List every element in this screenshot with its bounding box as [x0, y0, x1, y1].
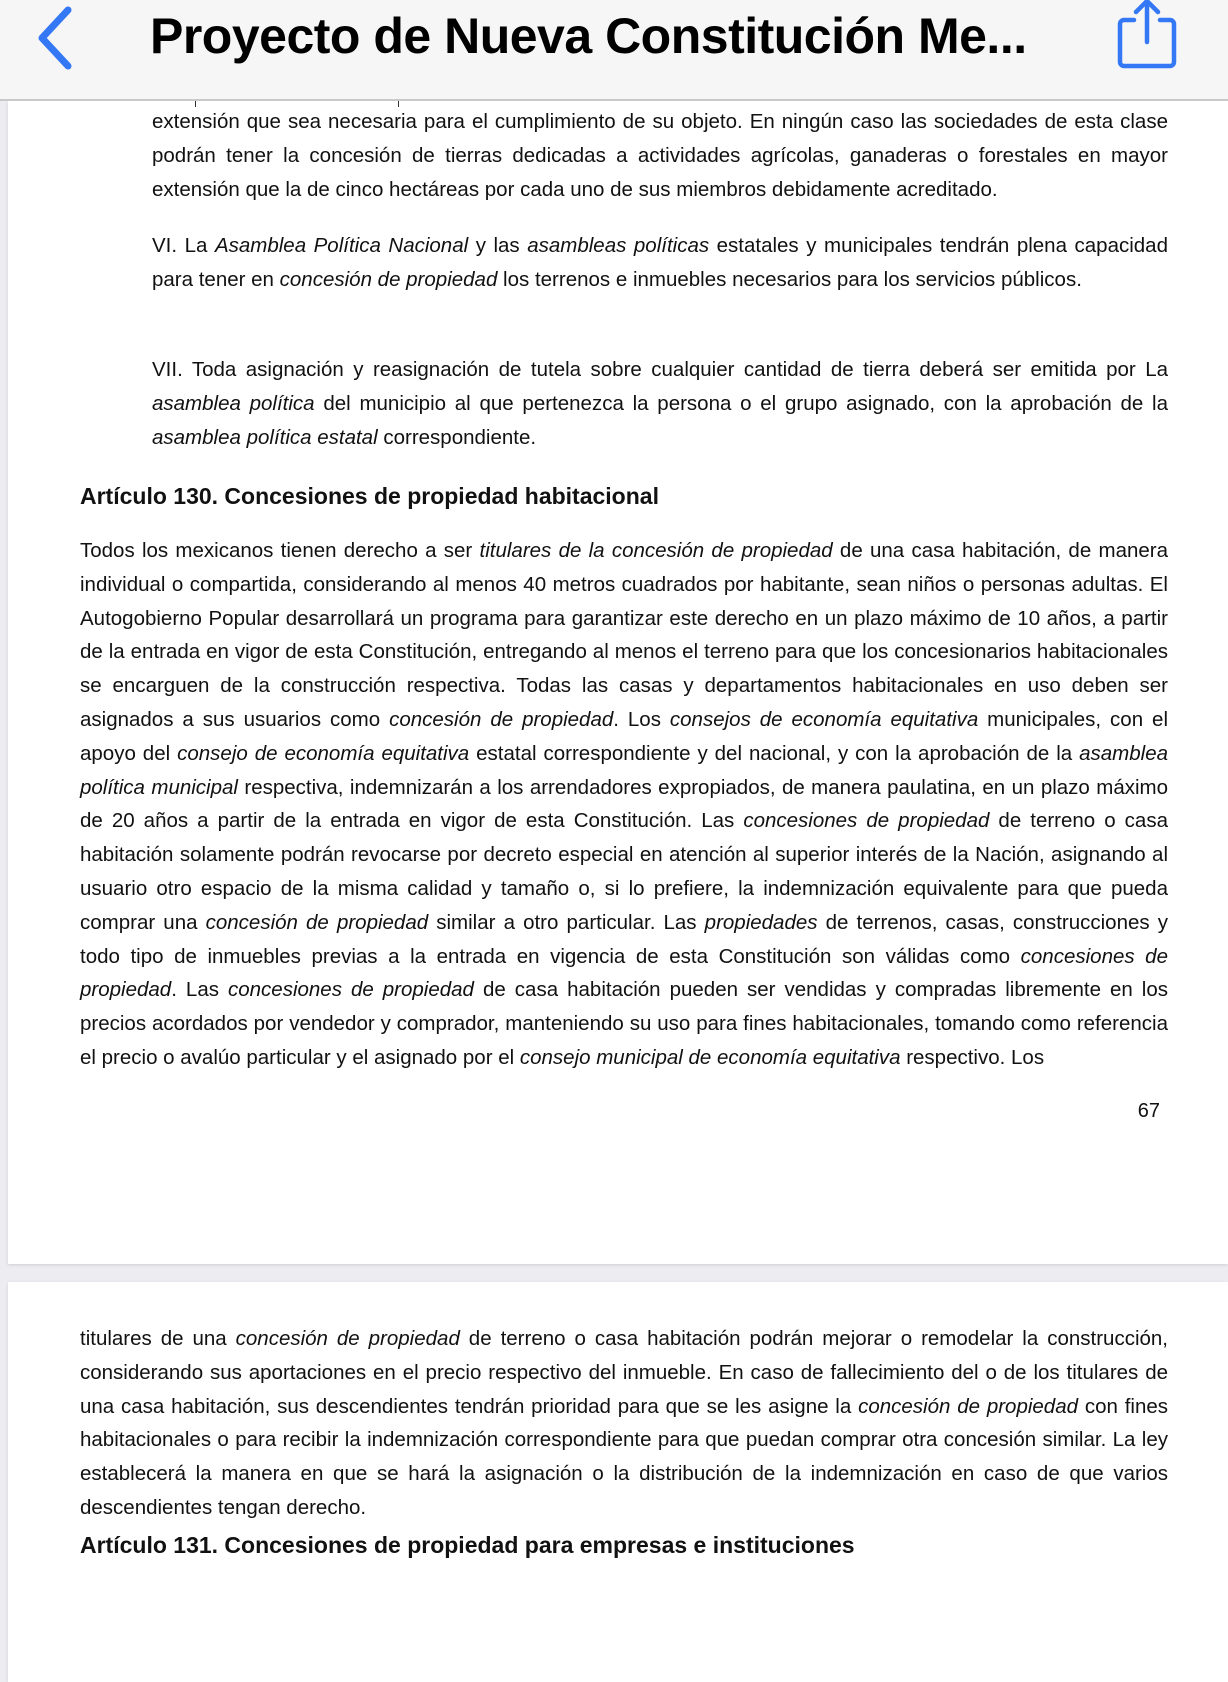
article-131-heading: Artículo 131. Concesiones de propiedad para empresas e instituciones [80, 1532, 855, 1558]
page-number: 67 [1137, 1100, 1160, 1122]
text-run: respectivo. Los [900, 1045, 1045, 1069]
navigation-bar [0, 0, 1228, 101]
italic-term: concesión de propiedad [858, 1394, 1079, 1418]
text-run: estatal correspondiente y del nacional, y con la aprobación de la [469, 741, 1080, 765]
text-run: de una casa habitación, de manera individual o compartida, considerando al menos 40 metros cuadrados por habitante, sean niños o personas adultas. El Autogobierno Popular desarrollará un programa para garantizar este derecho en un plazo máximo de 10 años, a partir de la entrada en vigor de esta Constitución, entregando al menos el terreno para que los concesionarios habitacionales se encarguen de la construcción respectiva. Todas las casas y departamentos habitacionales en uso deben ser asignados a sus usuarios como [80, 539, 1168, 731]
document-page-68 [8, 1282, 1228, 1682]
italic-term: concesiones de propiedad [227, 978, 474, 1002]
cropped-text-fragment [398, 101, 399, 107]
italic-term: Asamblea Política Nacional [214, 234, 469, 257]
text-run: con fines habitacionales o para recibir la indemnización correspondiente para que puedan comprar otra concesión similar. La ley establecerá la manera en que se hará la asignación o la distribución de la indemnización en caso de que varios descendientes tengan derecho. [80, 1394, 1168, 1519]
text-run: titulares de una [80, 1327, 236, 1350]
text-run: similar a otro particular. Las [428, 910, 705, 934]
article-130-body [80, 534, 1168, 1075]
italic-term: titulares de la concesión de propiedad [479, 539, 833, 562]
document-page-67 [8, 101, 1228, 1264]
italic-term: consejo municipal de economía equitativa [519, 1045, 901, 1069]
italic-term: asamblea política [152, 391, 315, 415]
italic-term: consejos de economía equitativa [669, 707, 979, 731]
back-button[interactable] [34, 4, 84, 70]
text-run: de casa habitación pueden ser vendidas y compradas libremente en los precios acordados por vendedor y comprador, manteniendo su uso para fines habitacionales, tomando como referencia el precio o avalúo particular y el asignado por el [80, 978, 1169, 1069]
text-run: estatales y municipales tendrán plena capacidad para tener en [152, 234, 1168, 291]
text-run: extensión que sea necesaria para el cumplimiento de su objeto. En ningún caso las sociedades de esta clase podrán tener la concesión de tierras dedicadas a actividades agrícolas, ganaderas o forestales en mayor extensión que la de cinco hectáreas por cada uno de sus miembros debidamente acreditado. [152, 110, 1168, 201]
paragraph-vi [152, 229, 1168, 297]
text-run: VI. La [152, 234, 215, 257]
text-run: . Las [171, 978, 228, 1002]
cropped-text-fragment [195, 101, 196, 107]
share-button[interactable] [1114, 0, 1180, 72]
text-run: de terreno o casa habitación solamente podrán revocarse por decreto especial en atención al superior interés de la Nación, asignando al usuario otro espacio de la misma calidad y tamaño o, si lo prefiere, la indemnización equivalente para que pueda comprar una [80, 809, 1168, 934]
italic-term: asambleas políticas [527, 234, 710, 257]
text-run: . Los [613, 707, 670, 731]
article-130-continuation [80, 1322, 1168, 1525]
italic-term: concesión de propiedad [205, 910, 429, 934]
paragraph-v-continuation [152, 105, 1168, 206]
text-run: correspondiente. [377, 425, 537, 449]
text-run: los terrenos e inmuebles necesarios para los servicios públicos. [497, 267, 1082, 291]
italic-term: concesiones de propiedad [743, 809, 990, 833]
text-run: municipales, con el apoyo del [80, 707, 1169, 765]
text-run: respectiva, indemnizarán a los arrendadores expropiados, de manera paulatina, en un plazo máximo de 20 años a partir de la entrada en vigor de esta Constitución. Las [80, 775, 1168, 833]
italic-term: concesión de propiedad [389, 707, 614, 731]
italic-term: concesiones de propiedad [80, 944, 1168, 1002]
text-run: de terrenos, casas, construcciones y todo tipo de inmuebles previas a la entrada en vigencia de esta Constitución son válidas como [80, 910, 1168, 968]
text-run: y las [468, 234, 528, 257]
article-130-heading: Artículo 130. Concesiones de propiedad habitacional [80, 483, 659, 509]
text-run: Todos los mexicanos tienen derecho a ser [80, 539, 480, 562]
text-run: VII. Toda asignación y reasignación de tutela sobre cualquier cantidad de tierra deberá ser emitida por La [152, 358, 1168, 381]
chevron-left-icon [34, 4, 84, 70]
document-title: Proyecto de Nueva Constitución Me... [150, 8, 1027, 64]
italic-term: concesión de propiedad [279, 267, 498, 291]
share-icon [1114, 0, 1180, 72]
italic-term: concesión de propiedad [235, 1327, 460, 1350]
italic-term: asamblea política estatal [152, 425, 378, 449]
text-run: de terreno o casa habitación podrán mejorar o remodelar la construcción, considerando sus aportaciones en el precio respectivo del inmueble. En caso de fallecimiento del o de los titulares de una casa habitación, sus descendientes tendrán prioridad para que se les asigne la [80, 1327, 1168, 1418]
text-run: del municipio al que pertenezca la persona o el grupo asignado, con la aprobación de la [314, 391, 1168, 415]
paragraph-vii [152, 353, 1168, 454]
italic-term: consejo de economía equitativa [177, 741, 470, 765]
italic-term: asamblea política municipal [80, 741, 1168, 799]
italic-term: propiedades [704, 910, 818, 934]
